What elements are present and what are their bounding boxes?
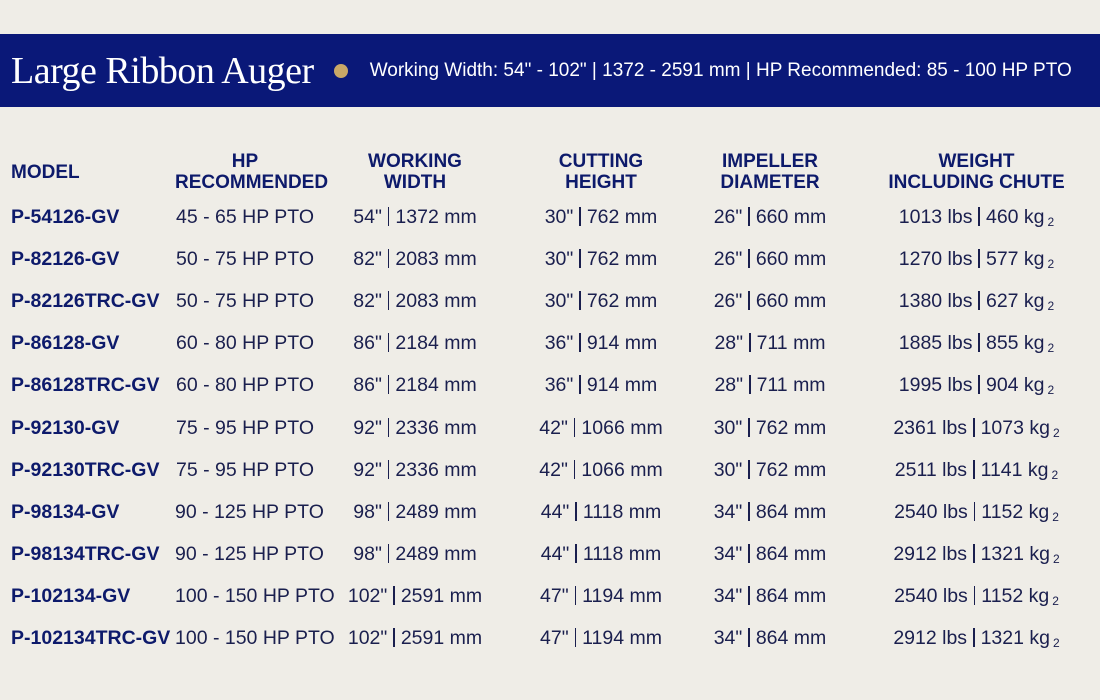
cell-width-metric: 2591 mm <box>400 585 483 608</box>
cell-weight-imperial: 1995 lbs <box>898 374 973 397</box>
cell-width-metric: 2489 mm <box>395 500 477 523</box>
cell-weight-imperial: 2912 lbs <box>893 543 968 566</box>
divider <box>388 418 390 437</box>
divider <box>973 628 975 647</box>
cell-hp: 100 - 150 HP PTO <box>175 585 335 608</box>
cell-weight-metric: 460 kg <box>985 205 1045 228</box>
table-row <box>0 576 1100 618</box>
divider <box>748 460 750 479</box>
cell-impeller <box>687 323 853 365</box>
cell-width <box>315 491 515 533</box>
footnote-marker: 2 <box>1052 425 1060 440</box>
table-row <box>0 280 1100 322</box>
cell-impeller-metric: 660 mm <box>755 205 827 228</box>
cell-weight-imperial: 1380 lbs <box>898 289 973 312</box>
header-hp-line2: RECOMMENDED <box>175 172 329 193</box>
cell-height <box>515 449 687 491</box>
spec-table <box>0 148 1100 660</box>
cell-width-imperial: 102" <box>347 627 388 650</box>
cell-weight <box>853 618 1100 660</box>
divider <box>579 291 581 310</box>
cell-model: P-82126TRC-GV <box>11 289 160 312</box>
divider <box>978 375 980 394</box>
cell-model: P-86128TRC-GV <box>11 374 160 397</box>
divider <box>974 502 976 521</box>
footnote-marker: 2 <box>1047 256 1055 271</box>
divider <box>574 418 576 437</box>
divider <box>575 586 577 605</box>
cell-width-imperial: 54" <box>353 205 382 228</box>
cell-impeller-metric: 762 mm <box>755 416 827 439</box>
cell-model: P-102134TRC-GV <box>11 627 171 650</box>
footnote-marker: 2 <box>1052 509 1059 524</box>
cell-impeller-imperial: 34" <box>713 627 743 650</box>
cell-height-metric: 1118 mm <box>582 500 662 523</box>
divider <box>974 586 976 605</box>
cell-impeller-metric: 660 mm <box>755 289 827 312</box>
cell-height <box>515 491 687 533</box>
cell-impeller-imperial: 26" <box>713 289 743 312</box>
footnote-marker: 2 <box>1047 214 1055 229</box>
cell-model: P-98134-GV <box>11 500 120 523</box>
divider <box>388 460 390 479</box>
cell-impeller <box>687 238 853 280</box>
cell-height-imperial: 47" <box>540 585 569 608</box>
cell-height-imperial: 42" <box>539 416 568 439</box>
cell-model: P-102134-GV <box>11 585 131 608</box>
cell-hp: 75 - 95 HP PTO <box>175 458 314 481</box>
cell-width-metric: 2083 mm <box>395 289 477 312</box>
cell-impeller-imperial: 34" <box>713 500 743 523</box>
cell-impeller <box>687 407 853 449</box>
cell-weight-metric: 1073 kg <box>980 416 1050 439</box>
cell-height <box>515 238 687 280</box>
cell-height-metric: 914 mm <box>586 332 658 355</box>
table-row <box>0 534 1100 576</box>
cell-width-metric: 2184 mm <box>395 374 477 397</box>
cell-hp: 60 - 80 HP PTO <box>175 332 314 355</box>
cell-hp: 90 - 125 HP PTO <box>175 543 324 566</box>
cell-weight <box>853 280 1100 322</box>
divider <box>393 628 395 647</box>
cell-weight-imperial: 1013 lbs <box>898 205 973 228</box>
header-width <box>315 148 515 196</box>
cell-height-imperial: 36" <box>544 374 574 397</box>
cell-width <box>315 407 515 449</box>
cell-width <box>315 618 515 660</box>
header-model: MODEL <box>11 161 80 183</box>
header-hp <box>175 148 329 196</box>
cell-weight-metric: 1141 kg <box>980 458 1049 481</box>
table-row <box>0 618 1100 660</box>
cell-width <box>315 238 515 280</box>
cell-impeller-metric: 864 mm <box>755 627 827 650</box>
cell-width-metric: 1372 mm <box>395 205 477 228</box>
cell-weight <box>853 407 1100 449</box>
cell-weight <box>853 534 1100 576</box>
footnote-marker: 2 <box>1052 636 1060 651</box>
divider <box>748 207 750 226</box>
cell-impeller-metric: 864 mm <box>755 585 827 608</box>
divider <box>393 586 395 605</box>
cell-impeller-imperial: 34" <box>713 585 743 608</box>
divider <box>388 333 390 352</box>
cell-weight-metric: 1321 kg <box>980 627 1050 650</box>
cell-width-imperial: 82" <box>353 247 382 270</box>
cell-impeller-imperial: 34" <box>713 543 743 566</box>
divider <box>973 460 975 479</box>
cell-height <box>515 407 687 449</box>
cell-height-metric: 762 mm <box>586 289 658 312</box>
cell-height-imperial: 30" <box>544 247 574 270</box>
divider <box>748 586 750 605</box>
divider <box>748 628 750 647</box>
cell-hp: 60 - 80 HP PTO <box>175 374 314 397</box>
cell-impeller-imperial: 26" <box>713 205 743 228</box>
divider <box>748 502 750 521</box>
cell-model: P-54126-GV <box>11 205 120 228</box>
cell-height-imperial: 42" <box>539 458 568 481</box>
header-impeller-line2: DIAMETER <box>720 172 820 193</box>
cell-height-metric: 762 mm <box>586 247 658 270</box>
cell-height-metric: 914 mm <box>586 374 658 397</box>
cell-width-imperial: 102" <box>347 585 388 608</box>
cell-width-imperial: 92" <box>353 416 382 439</box>
cell-weight <box>853 365 1100 407</box>
cell-height-metric: 1066 mm <box>581 416 663 439</box>
cell-width <box>315 280 515 322</box>
divider <box>579 333 581 352</box>
cell-width <box>315 196 515 238</box>
cell-width-metric: 2184 mm <box>395 332 477 355</box>
footnote-marker: 2 <box>1052 594 1059 609</box>
footnote-marker: 2 <box>1047 341 1055 356</box>
divider <box>748 291 750 310</box>
cell-height-imperial: 36" <box>544 332 574 355</box>
cell-width-metric: 2336 mm <box>395 416 477 439</box>
cell-weight-metric: 627 kg <box>985 289 1045 312</box>
cell-width-imperial: 92" <box>353 458 382 481</box>
divider <box>978 249 980 268</box>
header-hp-line1: HP <box>231 151 259 172</box>
cell-impeller-imperial: 28" <box>714 332 744 355</box>
table-row <box>0 491 1100 533</box>
cell-weight-imperial: 2361 lbs <box>893 416 968 439</box>
divider <box>748 418 750 437</box>
divider <box>748 249 750 268</box>
cell-width-metric: 2489 mm <box>395 543 477 566</box>
header-height-line2: HEIGHT <box>565 172 637 193</box>
cell-width-metric: 2083 mm <box>395 247 477 270</box>
cell-height <box>515 534 687 576</box>
cell-weight-metric: 855 kg <box>985 332 1045 355</box>
cell-weight-metric: 577 kg <box>985 247 1045 270</box>
divider <box>575 628 577 647</box>
divider <box>579 207 581 226</box>
cell-weight-imperial: 1270 lbs <box>898 247 973 270</box>
header-weight <box>853 148 1100 196</box>
header-impeller <box>687 148 853 196</box>
cell-weight <box>853 196 1100 238</box>
cell-weight <box>853 238 1100 280</box>
footnote-marker: 2 <box>1051 467 1059 482</box>
divider <box>579 375 581 394</box>
footnote-marker: 2 <box>1047 383 1055 398</box>
cell-height-metric: 1066 mm <box>581 458 663 481</box>
cell-hp: 90 - 125 HP PTO <box>175 500 324 523</box>
table-row <box>0 323 1100 365</box>
divider <box>749 333 751 352</box>
cell-hp: 45 - 65 HP PTO <box>175 205 314 228</box>
cell-model: P-92130-GV <box>11 416 120 439</box>
header-weight-line1: WEIGHT <box>938 151 1015 172</box>
divider <box>579 249 581 268</box>
cell-width <box>315 365 515 407</box>
cell-impeller <box>687 618 853 660</box>
divider <box>574 460 576 479</box>
title-banner <box>0 34 1100 107</box>
cell-impeller <box>687 196 853 238</box>
cell-impeller-imperial: 30" <box>713 458 743 481</box>
divider <box>388 544 390 563</box>
cell-impeller-metric: 660 mm <box>755 247 827 270</box>
divider <box>388 375 390 394</box>
page-title: Large Ribbon Auger <box>11 49 314 92</box>
cell-hp: 75 - 95 HP PTO <box>175 416 314 439</box>
cell-impeller-imperial: 30" <box>713 416 743 439</box>
cell-height <box>515 196 687 238</box>
cell-height <box>515 280 687 322</box>
footnote-marker: 2 <box>1052 552 1060 567</box>
cell-weight-imperial: 1885 lbs <box>898 332 973 355</box>
cell-weight-imperial: 2511 lbs <box>894 458 968 481</box>
cell-impeller <box>687 534 853 576</box>
cell-width-metric: 2591 mm <box>400 627 483 650</box>
cell-impeller-metric: 711 mm <box>756 332 826 355</box>
cell-weight-imperial: 2540 lbs <box>894 585 968 608</box>
cell-width-imperial: 98" <box>353 543 382 566</box>
cell-model: P-86128-GV <box>11 332 120 355</box>
bullet-dot-icon <box>334 64 348 78</box>
header-width-line1: WORKING <box>368 151 462 172</box>
table-row <box>0 238 1100 280</box>
cell-weight-imperial: 2912 lbs <box>893 627 968 650</box>
cell-weight <box>853 491 1100 533</box>
table-header-row <box>0 148 1100 196</box>
header-height <box>515 148 687 196</box>
cell-height-metric: 1118 mm <box>582 543 662 566</box>
cell-impeller-metric: 864 mm <box>755 543 827 566</box>
cell-impeller-metric: 864 mm <box>755 500 827 523</box>
table-row <box>0 449 1100 491</box>
cell-impeller <box>687 365 853 407</box>
divider <box>973 418 975 437</box>
cell-width-imperial: 98" <box>353 500 382 523</box>
cell-weight <box>853 449 1100 491</box>
cell-height-metric: 1194 mm <box>582 585 662 608</box>
divider <box>388 249 390 268</box>
cell-impeller <box>687 491 853 533</box>
cell-height-metric: 762 mm <box>586 205 658 228</box>
table-row <box>0 365 1100 407</box>
cell-hp: 50 - 75 HP PTO <box>175 289 314 312</box>
divider <box>973 544 975 563</box>
cell-model: P-82126-GV <box>11 247 120 270</box>
cell-impeller <box>687 449 853 491</box>
footnote-marker: 2 <box>1047 298 1055 313</box>
cell-weight <box>853 323 1100 365</box>
cell-height-imperial: 30" <box>544 205 574 228</box>
cell-height <box>515 365 687 407</box>
cell-impeller-imperial: 28" <box>714 374 744 397</box>
cell-weight-metric: 904 kg <box>985 374 1045 397</box>
table-row <box>0 196 1100 238</box>
cell-hp: 50 - 75 HP PTO <box>175 247 314 270</box>
cell-height <box>515 323 687 365</box>
cell-model: P-98134TRC-GV <box>11 543 160 566</box>
cell-model: P-92130TRC-GV <box>11 458 160 481</box>
header-impeller-line1: IMPELLER <box>721 151 819 172</box>
cell-height-imperial: 47" <box>540 627 569 650</box>
divider <box>575 502 577 521</box>
cell-impeller-metric: 711 mm <box>756 374 826 397</box>
header-height-line1: CUTTING <box>558 151 644 172</box>
header-width-line2: WIDTH <box>383 172 447 193</box>
cell-weight-imperial: 2540 lbs <box>894 500 968 523</box>
cell-weight-metric: 1152 kg <box>981 500 1050 523</box>
divider <box>978 207 980 226</box>
cell-width <box>315 449 515 491</box>
divider <box>749 375 751 394</box>
cell-width <box>315 576 515 618</box>
cell-hp: 100 - 150 HP PTO <box>175 627 335 650</box>
cell-height <box>515 618 687 660</box>
divider <box>978 333 980 352</box>
cell-height-imperial: 44" <box>540 543 570 566</box>
divider <box>388 502 390 521</box>
divider <box>388 291 390 310</box>
cell-width-metric: 2336 mm <box>395 458 477 481</box>
cell-width-imperial: 86" <box>353 374 382 397</box>
cell-weight-metric: 1321 kg <box>980 543 1050 566</box>
cell-width-imperial: 86" <box>353 332 382 355</box>
cell-width <box>315 534 515 576</box>
cell-width <box>315 323 515 365</box>
table-row <box>0 407 1100 449</box>
cell-impeller <box>687 576 853 618</box>
divider <box>748 544 750 563</box>
divider <box>978 291 980 310</box>
cell-height-imperial: 44" <box>540 500 570 523</box>
divider <box>575 544 577 563</box>
cell-height-metric: 1194 mm <box>582 627 662 650</box>
header-weight-line2: INCLUDING CHUTE <box>888 172 1065 193</box>
banner-specs: Working Width: 54" - 102" | 1372 - 2591 mm | HP Recommended: 85 - 100 HP PTO <box>369 59 1072 81</box>
cell-height-imperial: 30" <box>544 289 574 312</box>
cell-impeller <box>687 280 853 322</box>
cell-impeller-imperial: 26" <box>713 247 743 270</box>
cell-weight-metric: 1152 kg <box>981 585 1050 608</box>
cell-width-imperial: 82" <box>353 289 382 312</box>
cell-impeller-metric: 762 mm <box>755 458 827 481</box>
divider <box>388 207 390 226</box>
cell-height <box>515 576 687 618</box>
cell-weight <box>853 576 1100 618</box>
